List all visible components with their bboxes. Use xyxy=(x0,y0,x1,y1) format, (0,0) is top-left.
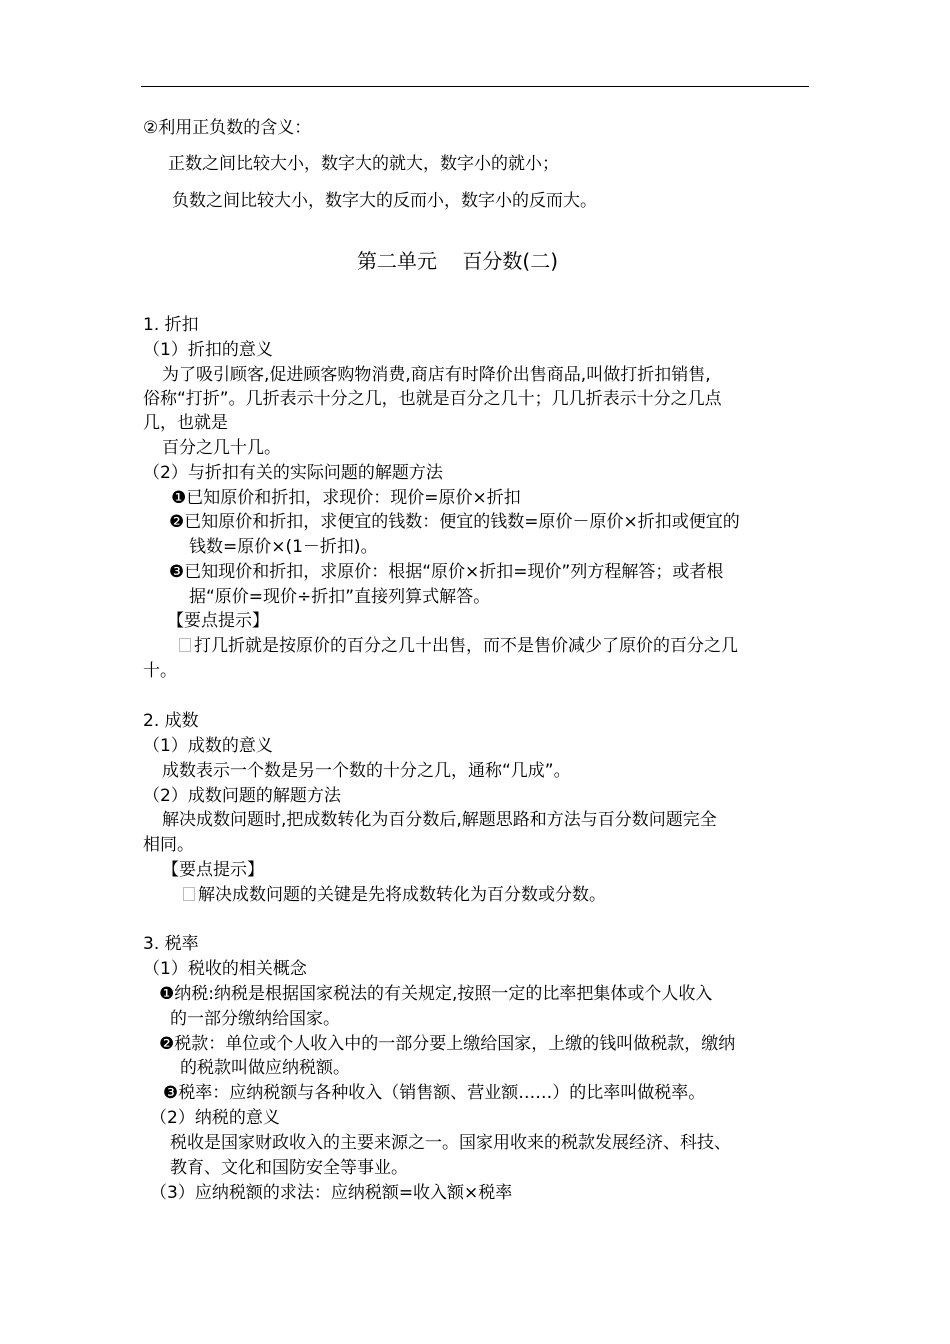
s3-concept-1-line: ❶纳税:纳税是根据国家税法的有关规定,按照一定的比率把集体或个人收入 xyxy=(159,984,713,1004)
intro-positive-rule: 正数之间比较大小，数字大的就大，数字小的就小； xyxy=(168,154,559,174)
s1-tip-text: 打几折就是按原价的百分之几十出售，而不是售价减少了原价的百分之几 xyxy=(194,636,738,656)
s3-sub1: （1）税收的相关概念 xyxy=(143,959,307,979)
placeholder-glyph-icon xyxy=(179,638,191,652)
s2-tip-line xyxy=(183,883,606,907)
s1-p1-line: 为了吸引顾客,促进顾客购物消费,商店有时降价出售商品,叫做打折扣销售, xyxy=(162,365,711,385)
intro-heading: ②利用正负数的含义： xyxy=(143,118,312,138)
s1-sub1: （1）折扣的意义 xyxy=(143,340,273,360)
s1-method-1: ❶已知原价和折扣，求现价：现价=原价×折扣 xyxy=(171,488,521,508)
s2-p2-line: 相同。 xyxy=(143,835,194,855)
s1-tip-title: 【要点提示】 xyxy=(167,611,269,631)
s2-sub2: （2）成数问题的解题方法 xyxy=(143,786,341,806)
s1-method-3-line: 据“原价=现价÷折扣”直接列算式解答。 xyxy=(189,587,491,607)
s1-tip-line: 十。 xyxy=(143,661,177,681)
s2-p1: 成数表示一个数是另一个数的十分之几，通称“几成”。 xyxy=(162,761,571,781)
s3-concept-3: ❸税率：应纳税额与各种收入（销售额、营业额……）的比率叫做税率。 xyxy=(163,1083,706,1103)
s3-sub3: （3）应纳税额的求法：应纳税额=收入额×税率 xyxy=(150,1183,513,1203)
s3-concept-2-line: 的税款叫做应纳税额。 xyxy=(180,1058,350,1078)
s2-tip-title: 【要点提示】 xyxy=(162,860,264,880)
placeholder-glyph-icon xyxy=(183,887,195,901)
s1-p1-line: 俗称“打折”。几折表示十分之几，也就是百分之几十；几几折表示十分之几点 xyxy=(143,389,722,409)
s3-heading: 3. 税率 xyxy=(143,934,199,954)
header-rule xyxy=(141,86,809,87)
unit-title: 第二单元 百分数(二) xyxy=(357,249,559,273)
s1-method-3-line: ❸已知现价和折扣，求原价：根据“原价×折扣=现价”列方程解答；或者根 xyxy=(169,562,724,582)
s1-sub2: （2）与折扣有关的实际问题的解题方法 xyxy=(143,463,443,483)
s2-sub1: （1）成数的意义 xyxy=(143,736,273,756)
intro-negative-rule: 负数之间比较大小，数字大的反而小，数字小的反而大。 xyxy=(172,191,597,211)
s3-concept-2-line: ❷税款：单位或个人收入中的一部分要上缴给国家，上缴的钱叫做税款，缴纳 xyxy=(159,1034,736,1054)
s1-tip-line xyxy=(179,634,738,658)
s3-p2-line: 教育、文化和国防安全等事业。 xyxy=(170,1158,408,1178)
s2-heading: 2. 成数 xyxy=(143,711,199,731)
s1-heading: 1. 折扣 xyxy=(143,315,199,335)
s1-method-2-line: ❷已知原价和折扣，求便宜的钱数：便宜的钱数=原价－原价×折扣或便宜的 xyxy=(169,512,740,532)
s1-p1-line: 百分之几十几。 xyxy=(162,438,281,458)
s2-p2-line: 解决成数问题时,把成数转化为百分数后,解题思路和方法与百分数问题完全 xyxy=(162,810,717,830)
s3-p2-line: 税收是国家财政收入的主要来源之一。国家用收来的税款发展经济、科技、 xyxy=(170,1133,731,1153)
s1-method-2-line: 钱数=原价×(1－折扣)。 xyxy=(189,537,378,557)
s1-p1-line: 几，也就是 xyxy=(143,413,228,433)
s2-tip-text: 解决成数问题的关键是先将成数转化为百分数或分数。 xyxy=(198,885,606,905)
s3-sub2: （2）纳税的意义 xyxy=(150,1108,280,1128)
s3-concept-1-line: 的一部分缴纳给国家。 xyxy=(170,1009,340,1029)
